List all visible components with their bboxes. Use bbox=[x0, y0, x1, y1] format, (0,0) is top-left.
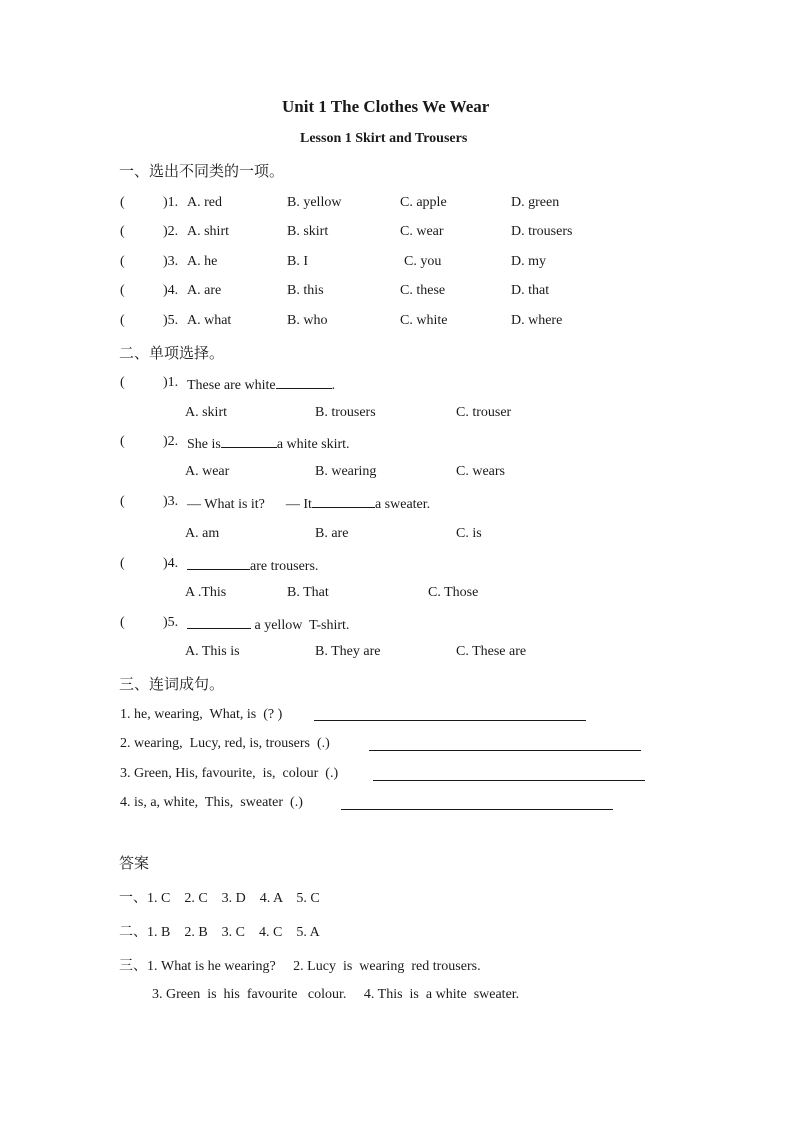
answer-paren: ( bbox=[120, 254, 125, 269]
option-c: C. apple bbox=[400, 195, 447, 210]
answers-section3-continued: 3. Green is his favourite colour. 4. This is a white sweater. bbox=[152, 987, 520, 1002]
option-a: A. what bbox=[187, 313, 232, 328]
option-b: B. trousers bbox=[315, 405, 376, 420]
page-title: Unit 1 The Clothes We Wear bbox=[282, 97, 490, 116]
question-text-before-blank: She is bbox=[187, 437, 221, 452]
answer-line bbox=[369, 750, 641, 751]
answer-blank bbox=[187, 615, 251, 629]
answer-line bbox=[341, 809, 613, 810]
option-c: C. is bbox=[456, 526, 482, 541]
option-a: A. red bbox=[187, 195, 222, 210]
option-a: A. skirt bbox=[185, 405, 227, 420]
answer-paren: ( bbox=[120, 224, 125, 239]
option-c: C. Those bbox=[428, 585, 479, 600]
question-text bbox=[187, 375, 335, 394]
option-b: B. yellow bbox=[287, 195, 342, 210]
section3-heading: 三、连词成句。 bbox=[119, 675, 225, 693]
question-number: )2. bbox=[163, 224, 179, 239]
section2-heading: 二、单项选择。 bbox=[119, 344, 225, 362]
answer-line bbox=[373, 780, 645, 781]
scrambled-words: 1. he, wearing, What, is (? ) bbox=[120, 707, 283, 722]
option-b: B. are bbox=[315, 526, 349, 541]
answer-paren: ( bbox=[120, 195, 125, 210]
question-text-after-blank: are trousers. bbox=[250, 559, 319, 574]
option-c: C. you bbox=[404, 254, 442, 269]
option-b: B. That bbox=[287, 585, 329, 600]
question-number: )3. bbox=[163, 254, 179, 269]
question-number: )5. bbox=[163, 313, 179, 328]
option-b: B. They are bbox=[315, 644, 381, 659]
question-text-after-blank: a sweater. bbox=[374, 497, 431, 512]
answer-paren: ( bbox=[120, 434, 125, 449]
answer-paren: ( bbox=[120, 556, 125, 571]
answer-line bbox=[314, 720, 586, 721]
option-b: B. who bbox=[287, 313, 328, 328]
option-a: A. are bbox=[187, 283, 222, 298]
option-a: A. am bbox=[185, 526, 220, 541]
option-a: A. he bbox=[187, 254, 218, 269]
option-c: C. wear bbox=[400, 224, 444, 239]
answers-section1: 一、1. C 2. C 3. D 4. A 5. C bbox=[119, 891, 320, 906]
answer-paren: ( bbox=[120, 283, 125, 298]
option-b: B. skirt bbox=[287, 224, 329, 239]
answer-blank bbox=[187, 556, 250, 570]
question-text bbox=[187, 556, 318, 575]
scrambled-words: 3. Green, His, favourite, is, colour (.) bbox=[120, 766, 339, 781]
answer-paren: ( bbox=[120, 375, 125, 390]
lesson-subtitle: Lesson 1 Skirt and Trousers bbox=[300, 131, 468, 146]
option-d: D. my bbox=[511, 254, 546, 269]
option-d: D. trousers bbox=[511, 224, 573, 239]
answer-paren: ( bbox=[120, 615, 125, 630]
answer-paren: ( bbox=[120, 313, 125, 328]
option-c: C. wears bbox=[456, 464, 505, 479]
question-text-before-blank: These are white bbox=[187, 378, 276, 393]
question-text-after-blank: a yellow T-shirt. bbox=[251, 618, 350, 633]
section1-heading: 一、选出不同类的一项。 bbox=[119, 162, 285, 180]
option-b: B. I bbox=[287, 254, 308, 269]
question-number: )1. bbox=[163, 195, 179, 210]
answer-blank bbox=[221, 434, 277, 448]
question-text bbox=[187, 494, 430, 513]
option-c: C. these bbox=[400, 283, 446, 298]
answer-paren: ( bbox=[120, 494, 125, 509]
question-text bbox=[187, 615, 349, 634]
question-number: )4. bbox=[163, 556, 179, 571]
question-number: )5. bbox=[163, 615, 179, 630]
option-a: A. shirt bbox=[187, 224, 229, 239]
question-number: )1. bbox=[163, 375, 179, 390]
answers-section2: 二、1. B 2. B 3. C 4. C 5. A bbox=[119, 925, 320, 940]
answer-blank bbox=[312, 494, 375, 508]
scrambled-words: 4. is, a, white, This, sweater (.) bbox=[120, 795, 303, 810]
answers-section3: 三、1. What is he wearing? 2. Lucy is wearing red trousers. bbox=[119, 959, 481, 974]
option-a: A. This is bbox=[185, 644, 240, 659]
option-b: B. wearing bbox=[315, 464, 377, 479]
scrambled-words: 2. wearing, Lucy, red, is, trousers (.) bbox=[120, 736, 330, 751]
question-text-after-blank: . bbox=[331, 378, 336, 393]
answer-blank bbox=[276, 375, 332, 389]
question-number: )4. bbox=[163, 283, 179, 298]
question-text bbox=[187, 434, 350, 453]
answers-heading: 答案 bbox=[119, 854, 150, 872]
question-number: )3. bbox=[163, 494, 179, 509]
question-text-before-blank: — What is it? — It bbox=[187, 497, 312, 512]
question-number: )2. bbox=[163, 434, 179, 449]
option-a: A .This bbox=[185, 585, 227, 600]
option-b: B. this bbox=[287, 283, 324, 298]
option-c: C. white bbox=[400, 313, 448, 328]
option-c: C. These are bbox=[456, 644, 527, 659]
option-a: A. wear bbox=[185, 464, 230, 479]
option-d: D. that bbox=[511, 283, 550, 298]
option-d: D. green bbox=[511, 195, 560, 210]
question-text-after-blank: a white skirt. bbox=[276, 437, 350, 452]
option-c: C. trouser bbox=[456, 405, 512, 420]
option-d: D. where bbox=[511, 313, 563, 328]
